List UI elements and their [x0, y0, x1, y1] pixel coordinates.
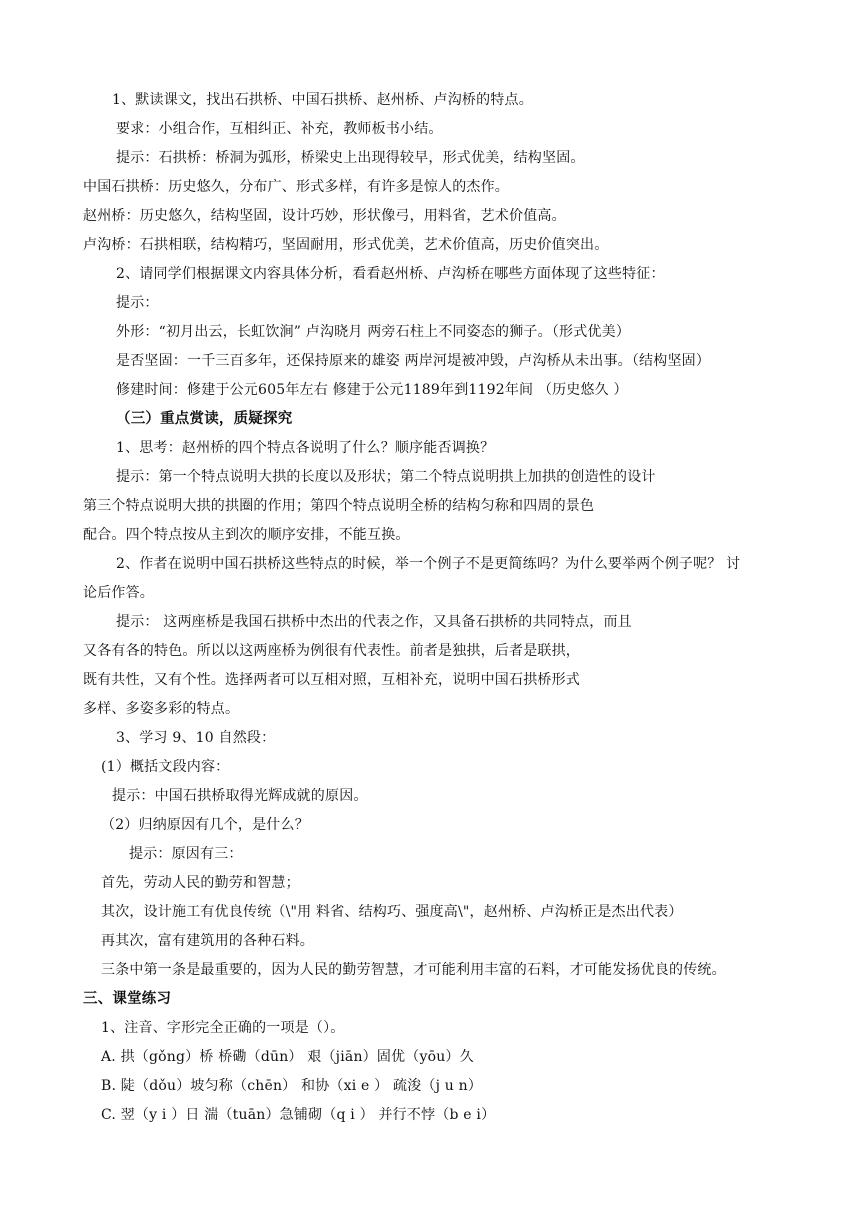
text-line: 中国石拱桥：历史悠久，分布广、形式多样，有许多是惊人的杰作。 [83, 179, 509, 195]
text-line: 再其次，富有建筑用的各种石料。 [101, 933, 314, 949]
text-line: 2、请同学们根据课文内容具体分析，看看赵州桥、卢沟桥在哪些方面体现了这些特征： [116, 266, 665, 282]
text-line: 要求：小组合作，互相纠正、补充，教师板书小结。 [116, 121, 443, 137]
text-line: 首先，劳动人民的勤劳和智慧； [101, 875, 300, 891]
text-line: 修建时间：修建于公元605年左右 修建于公元1189年到1192年间 （历史悠久 ） [116, 382, 628, 398]
text-line: B. 陡（dǒu）坡匀称（chēn） 和协（xi e ） 疏浚（j u n） [101, 1078, 483, 1094]
text-line: 卢沟桥：石拱相联，结构精巧，坚固耐用，形式优美，艺术价值高，历史价值突出。 [83, 237, 609, 253]
text-line: 赵州桥：历史悠久，结构坚固，设计巧妙，形状像弓，用料省，艺术价值高。 [83, 208, 566, 224]
text-line: （2）归纳原因有几个，是什么？ [101, 817, 309, 833]
text-line: 三条中第一条是最重要的，因为人民的勤劳智慧，才可能利用丰富的石料，才可能发扬优良的传统。 [101, 962, 726, 978]
text-line: 其次，设计施工有优良传统（\"用 料省、结构巧、强度高\"，赵州桥、卢沟桥正是杰出代表） [101, 904, 683, 920]
text-line: 3、学习 9、10 自然段： [116, 730, 276, 746]
text-line: 是否坚固：一千三百多年，还保持原来的雄姿 两岸河堤被冲毁，卢沟桥从未出事。（结构坚固） [116, 353, 711, 369]
text-line: 1、思考：赵州桥的四个特点各说明了什么？顺序能否调换？ [116, 440, 495, 456]
text-line: 提示：原因有三： [129, 846, 243, 862]
text-line: 提示： 这两座桥是我国石拱桥中杰出的代表之作，又具备石拱桥的共同特点，而且 [116, 614, 632, 630]
text-line: 论后作答。 [83, 585, 154, 601]
text-line: 提示：石拱桥：桥洞为弧形，桥梁史上出现得较早，形式优美，结构坚固。 [116, 150, 585, 166]
text-line: 2、作者在说明中国石拱桥这些特点的时候，举一个例子不是更简练吗？为什么要举两个例子呢？ 讨 [116, 556, 741, 572]
text-line: 1、默读课文，找出石拱桥、中国石拱桥、赵州桥、卢沟桥的特点。 [112, 92, 533, 108]
text-line: (1）概括文段内容： [101, 759, 230, 775]
text-line: 提示：第一个特点说明大拱的长度以及形状；第二个特点说明拱上加拱的创造性的设计 [116, 469, 656, 485]
text-line: 外形：“初月出云，长虹饮涧” 卢沟晓月 两旁石柱上不同姿态的狮子。（形式优美） [116, 324, 631, 340]
text-line: 配合。四个特点按从主到次的顺序安排，不能互换。 [83, 527, 410, 543]
section-heading: 三、课堂练习 [83, 991, 172, 1007]
text-line: 第三个特点说明大拱的拱圈的作用；第四个特点说明全桥的结构匀称和四周的景色 [83, 498, 595, 514]
text-line: 多样、多姿多彩的特点。 [83, 701, 240, 717]
text-line: A. 拱（gǒng）桥 桥磡（dūn） 艰（jiān）固优（yōu）久 [101, 1049, 474, 1065]
text-line: C. 翌（y i ）日 湍（tuān）急铺砌（q i ） 并行不悖（b e i） [101, 1107, 496, 1123]
text-line: 既有共性，又有个性。选择两者可以互相对照，互相补充，说明中国石拱桥形式 [83, 672, 580, 688]
section-heading: （三）重点赏读，质疑探究 [116, 411, 293, 427]
text-line: 提示： [116, 295, 159, 311]
text-line: 提示：中国石拱桥取得光辉成就的原因。 [112, 788, 368, 804]
text-line: 又各有各的特色。所以以这两座桥为例很有代表性。前者是独拱，后者是联拱， [83, 643, 580, 659]
text-line: 1、注音、字形完全正确的一项是（）。 [101, 1020, 345, 1036]
